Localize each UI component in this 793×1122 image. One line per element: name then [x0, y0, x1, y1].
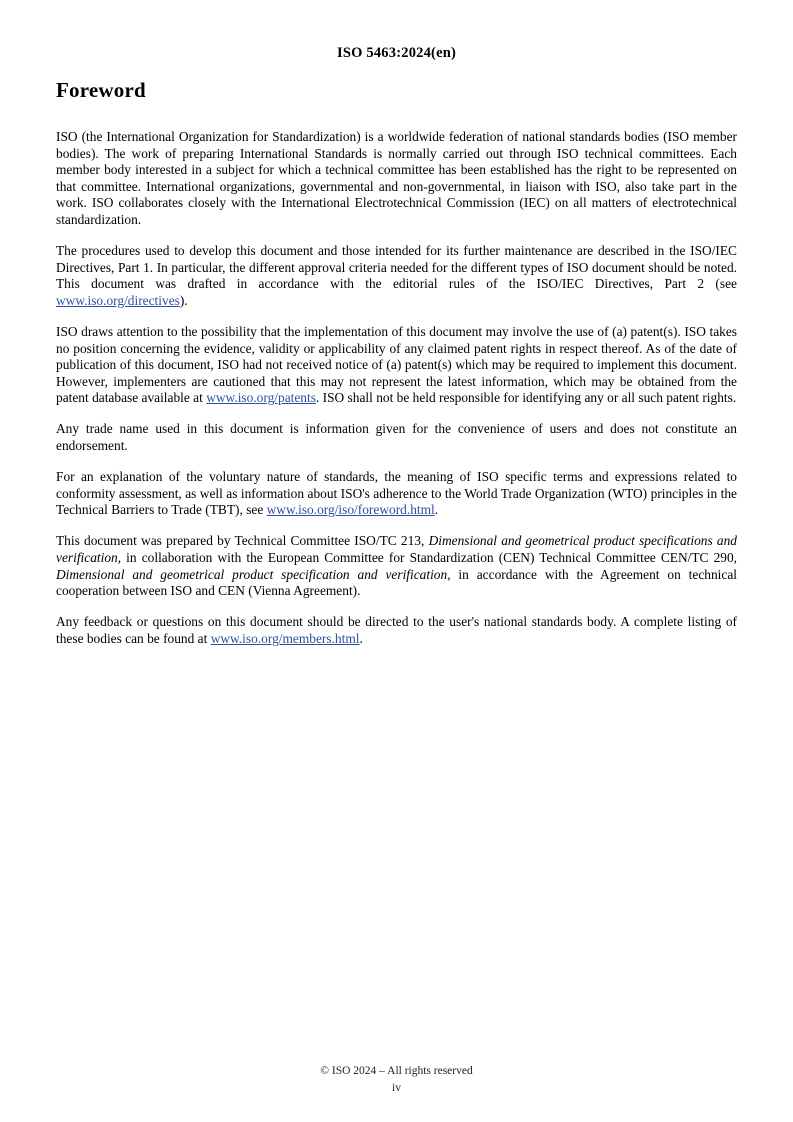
document-body: [56, 78, 737, 647]
committee-title-cen: Dimensional and geometrical product specification and verification: [56, 566, 448, 582]
paragraph-feedback-text-b: .: [359, 630, 363, 646]
paragraph-patents-text-b: . ISO shall not be held responsible for identifying any or all such patent rights.: [315, 390, 737, 406]
paragraph-feedback: [56, 614, 737, 647]
paragraph-voluntary-text-a: For an explanation of the voluntary nature of standards, the meaning of ISO specific terms and expressions related to conformity assessment, as well as information about ISO's adherence to the World Trade Organization (WTO) principles in the Technical Barriers to Trade (TBT), see: [56, 469, 737, 518]
paragraph-trade-name: Any trade name used in this document is information given for the convenience of users and does not constitute an endorsement.: [56, 421, 737, 453]
paragraph-committee-text-c: , in accordance with the Agreement on technical cooperation between ISO and CEN (Vienna Agreement).: [56, 566, 738, 599]
link-iso-members[interactable]: www.iso.org/members.html: [210, 630, 360, 646]
footer-copyright: © ISO 2024 – All rights reserved: [320, 1065, 473, 1077]
link-iso-patents[interactable]: www.iso.org/patents: [206, 390, 316, 406]
paragraph-committee-text-a: This document was prepared by Technical Committee ISO/TC 213,: [56, 533, 429, 549]
paragraph-patents: [56, 324, 737, 407]
paragraph-procedures-text-b: ).: [179, 292, 188, 308]
link-iso-foreword[interactable]: www.iso.org/iso/foreword.html: [266, 502, 435, 518]
paragraph-procedures: [56, 243, 737, 309]
paragraph-voluntary-text-b: .: [434, 502, 439, 518]
paragraph-patents-text-a: ISO draws attention to the possibility that the implementation of this document may involve the use of (a) patent(s). ISO takes no position concerning the evidence, validity or applicability of any claimed patent rights in respect thereof. As of the date of publication of this document, ISO had not received notice of (a) patent(s) which may be required to implement this document. However, implementers are cautioned that this may not represent the latest information, which may be obtained from the patent database available at: [56, 323, 737, 406]
footer-page-number: iv: [392, 1082, 401, 1094]
paragraph-procedures-text-a: The procedures used to develop this document and those intended for its further maintenance are described in the ISO/IEC Directives, Part 1. In particular, the different approval criteria needed for the different types of ISO document should be noted. This document was drafted in accordance with the editorial rules of the ISO/IEC Directives, Part 2 (see: [56, 243, 737, 292]
committee-title-iso: Dimensional and geometrical product specifications and verification: [56, 533, 737, 565]
paragraph-committee-text-b: , in collaboration with the European Committee for Standardization (CEN) Technical Committee CEN/TC 290,: [117, 549, 737, 565]
paragraph-committee: [56, 533, 737, 599]
paragraph-voluntary-nature: [56, 469, 737, 519]
paragraph-feedback-text-a: Any feedback or questions on this document should be directed to the user's national standards body. A complete listing of these bodies can be found at: [56, 614, 737, 646]
document-header-reference: ISO 5463:2024(en): [337, 45, 456, 61]
link-iso-directives[interactable]: www.iso.org/directives: [56, 292, 180, 308]
page-title: Foreword: [56, 78, 146, 102]
paragraph-iso-introduction: ISO (the International Organization for Standardization) is a worldwide federation of national standards bodies (ISO member bodies). The work of preparing International Standards is normally carried out through ISO technical committees. Each member body interested in a subject for which a technical committee has been established has the right to be represented on that committee. International organizations, governmental and non-governmental, in liaison with ISO, also take part in the work. ISO collaborates closely with the International Electrotechnical Commission (IEC) on all matters of electrotechnical standardization.: [56, 129, 737, 227]
